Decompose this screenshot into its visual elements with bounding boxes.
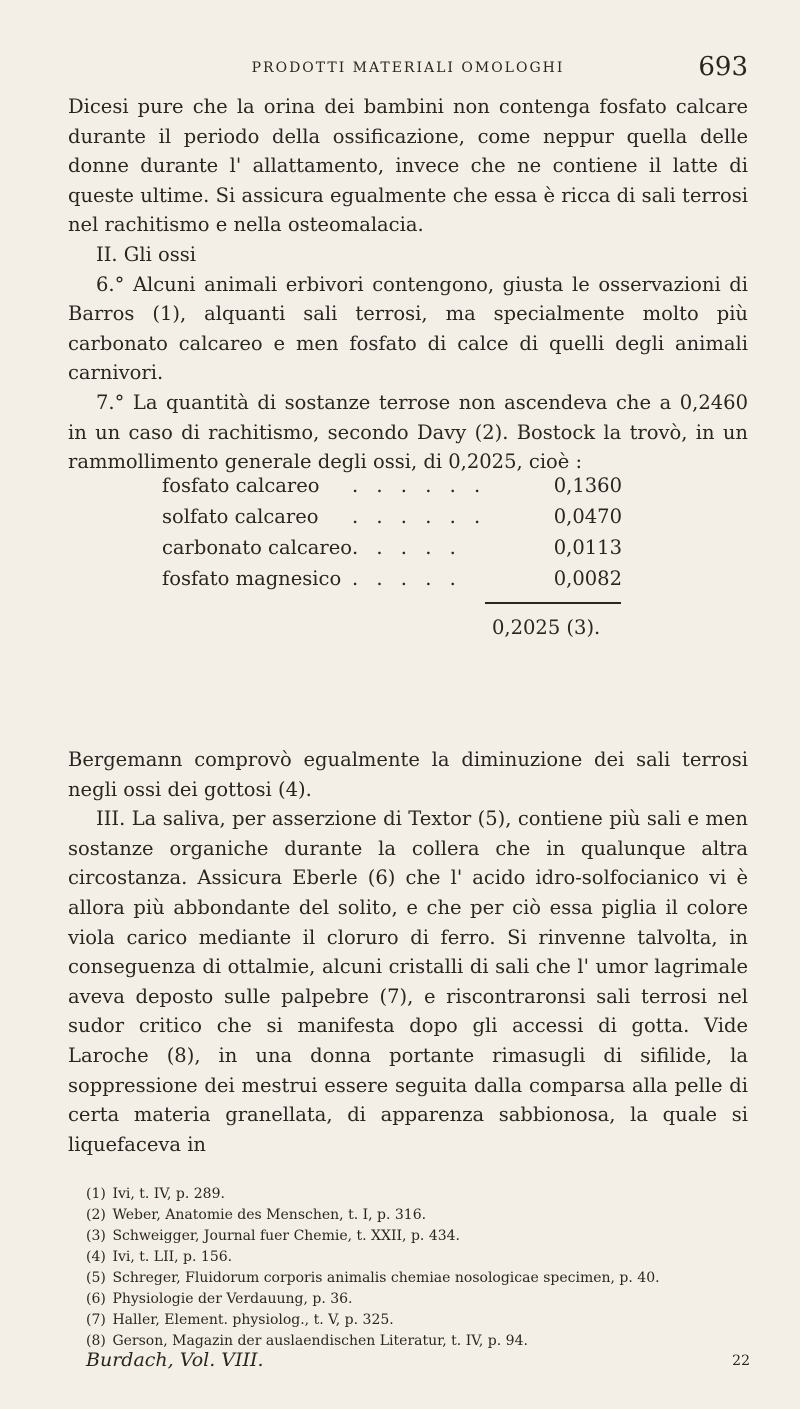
leader-dots: . . . . . . — [352, 474, 487, 497]
paragraph-bergemann: Bergemann comprovò egualmente la diminuzione dei sali terrosi negli ossi dei gottosi (4). — [68, 748, 748, 801]
row-label: carbonato calcareo — [162, 536, 352, 559]
footnote-text: Ivi, t. LII, p. 156. — [112, 1249, 233, 1265]
footnote — [86, 1184, 746, 1205]
footnote-number: (5) — [86, 1270, 106, 1286]
sum-rule — [485, 602, 621, 604]
paragraph-7: 7.° La quantità di sostanze terrose non ascendeva che a 0,2460 in un caso di rachitismo, secondo Davy (2). Bostock la trovò, in un rammollimento generale degli ossi, di 0,2025, cioè : — [68, 390, 748, 474]
paragraph-saliva: III. La saliva, per asserzione di Textor (5), contiene più sali e men sostanze organiche durante la collera che in qualunque altra circostanza. Assicura Eberle (6) che l' acido idro-solfocianico vi è allora più abbondante del solito, e che per ciò essa piglia il colore viola carico mediante il cloruro di ferro. Si rinvenne talvolta, in conseguenza di ottalmie, alcuni cristalli di sali che l' umor lagrimale aveva deposto sulle palpebre (7), e riscontraronsi sali terrosi nel sudor critico che si manifesta dopo gli accessi di gotta. Vide Laroche (8), in una donna portante rimasugli di sifilide, la soppressione dei mestrui essere seguita dalla comparsa alla pelle di certa materia granellata, di apparenza sabbionosa, la quale si liquefaceva in — [68, 807, 748, 1156]
footnote — [86, 1289, 746, 1310]
footnote-text: Haller, Element. physiolog., t. V, p. 325. — [112, 1312, 394, 1328]
main-text-upper — [68, 92, 748, 477]
leader-dots: . . . . . — [352, 567, 462, 590]
page-header — [68, 52, 748, 84]
footnote-text: Ivi, t. IV, p. 289. — [112, 1186, 225, 1202]
table-total: 0,2025 (3). — [492, 616, 601, 639]
footnote-text: Schweigger, Journal fuer Chemie, t. XXII, p. 434. — [112, 1228, 460, 1244]
section-heading-bones: II. Gli ossi — [96, 242, 197, 266]
row-value: 0,1360 — [553, 474, 622, 497]
running-title: PRODOTTI MATERIALI OMOLOGHI — [251, 60, 565, 76]
leader-dots: . . . . . — [352, 536, 462, 559]
signature-mark: Burdach, Vol. VIII. — [86, 1349, 264, 1371]
footnotes — [86, 1184, 746, 1352]
footnote-number: (8) — [86, 1333, 106, 1349]
table-row — [162, 474, 662, 505]
row-label: fosfato magnesico — [162, 567, 342, 590]
page-number: 693 — [698, 52, 748, 82]
footnote — [86, 1268, 746, 1289]
footnote-number: (1) — [86, 1186, 106, 1202]
footnote-text: Physiologie der Verdauung, p. 36. — [112, 1291, 353, 1307]
main-text-lower — [68, 745, 748, 1159]
footnote-number: (6) — [86, 1291, 106, 1307]
paragraph-6: 6.° Alcuni animali erbivori contengono, giusta le osservazioni di Barros (1), alquanti sali terrosi, ma specialmente molto più carbonato calcareo e men fosfato di calce di quelli degli animali carnivori. — [68, 272, 748, 385]
row-label: solfato calcareo — [162, 505, 319, 528]
footnote-text: Gerson, Magazin der auslaendischen Literatur, t. IV, p. 94. — [112, 1333, 528, 1349]
footnote — [86, 1247, 746, 1268]
table-row — [162, 567, 662, 598]
row-value: 0,0082 — [553, 567, 622, 590]
footnote — [86, 1205, 746, 1226]
footnote-text: Weber, Anatomie des Menschen, t. I, p. 316. — [112, 1207, 427, 1223]
footnote-text: Schreger, Fluidorum corporis animalis chemiae nosologicae specimen, p. 40. — [112, 1270, 660, 1286]
row-value: 0,0113 — [553, 536, 622, 559]
row-value: 0,0470 — [553, 505, 622, 528]
row-label: fosfato calcareo — [162, 474, 320, 497]
table-row — [162, 536, 662, 567]
paragraph-urine: Dicesi pure che la orina dei bambini non contenga fosfato calcare durante il periodo della ossificazione, come neppur quella delle donne durante l' allattamento, invece che ne contiene il latte di queste ultime. Si assicura egualmente che essa è ricca di sali terrosi nel rachitismo e nella osteomalacia. — [68, 95, 748, 237]
footnote — [86, 1310, 746, 1331]
composition-table — [162, 474, 662, 639]
sheet-number: 22 — [732, 1353, 750, 1369]
table-row — [162, 505, 662, 536]
footnote-number: (2) — [86, 1207, 106, 1223]
footnote-number: (7) — [86, 1312, 106, 1328]
footnote-number: (4) — [86, 1249, 106, 1265]
footnote-number: (3) — [86, 1228, 106, 1244]
footnote — [86, 1226, 746, 1247]
leader-dots: . . . . . . — [352, 505, 487, 528]
signature-line — [86, 1349, 750, 1371]
